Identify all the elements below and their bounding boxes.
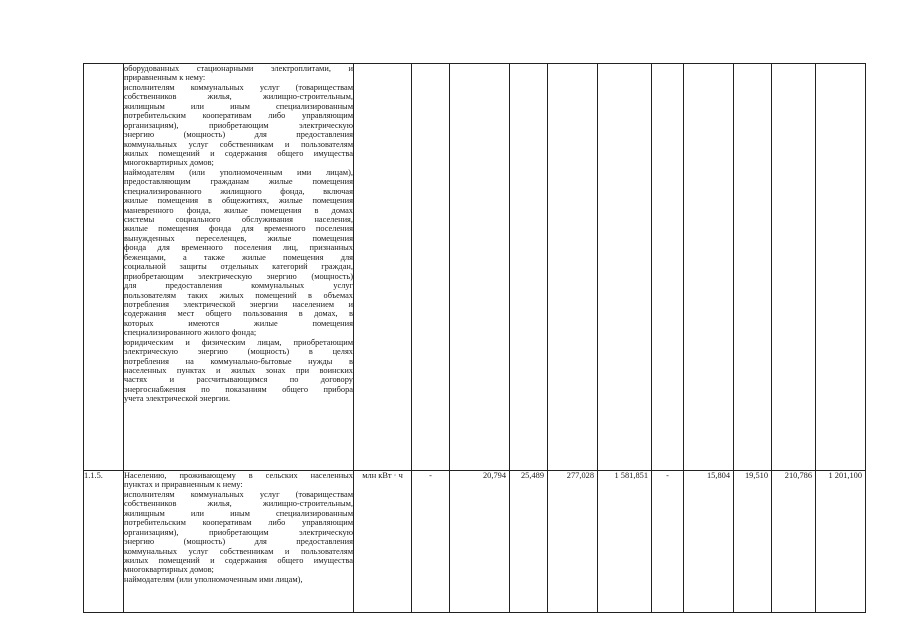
description-line: учета электрической энергии. xyxy=(124,394,231,404)
description-line: организациям), приобретающим электрическую xyxy=(124,120,353,130)
description-line: потребительским кооперативам либо управляющим xyxy=(124,111,353,121)
value-cell xyxy=(772,64,816,471)
row-number: 1.1.5. xyxy=(84,471,124,613)
value-cell xyxy=(734,64,772,471)
description-line: содержания мест общего пользования в домах, в xyxy=(124,309,353,319)
value-cell: 20,794 xyxy=(450,471,510,613)
description-line: оборудованных стационарными электроплитами, и xyxy=(124,64,353,73)
description-line: приобретающим электрическую энергию (мощность) xyxy=(124,271,353,281)
value-cell: - xyxy=(652,471,684,613)
value-cell: 210,786 xyxy=(772,471,816,613)
description-line: беженцами, а также жилые помещения для xyxy=(124,252,353,262)
tariff-table xyxy=(83,63,866,613)
description-line: исполнителям коммунальных услуг (товариществам xyxy=(124,82,353,92)
description-line: энергоснабжения по показаниям общего прибора xyxy=(124,384,353,394)
description-line: частях и рассчитывающимся по договору xyxy=(124,375,353,385)
value-cell xyxy=(598,64,652,471)
description-line: наймодателям (или уполномоченным ими лицам), xyxy=(124,574,303,584)
description-line: потребления электрической энергии населением и xyxy=(124,299,353,309)
description-line: которых имеются жилые помещения xyxy=(124,318,353,328)
description-line: маневренного фонда, жилые помещения в домах xyxy=(124,205,353,215)
description-line: жилищным или иным специализированным xyxy=(124,101,353,111)
value-cell: 19,510 xyxy=(734,471,772,613)
description-line: коммунальных услуг собственникам и пользователям xyxy=(124,139,353,149)
value-cell: - xyxy=(412,471,450,613)
description-line: потребления на коммунально-бытовые нужды в xyxy=(124,356,353,366)
unit-cell xyxy=(354,64,412,471)
value-cell xyxy=(510,64,548,471)
description-line: энергию (мощность) для предоставления xyxy=(124,130,353,140)
value-cell xyxy=(684,64,734,471)
description-line: специализированного жилищного фонда, включая xyxy=(124,186,353,196)
description-line: электрическую энергию (мощность) в целях xyxy=(124,347,353,357)
description-line: населенных пунктах и жилых зонах при воинских xyxy=(124,366,353,375)
description-line: многоквартирных домов; xyxy=(124,158,214,168)
description-line: системы социального обслуживания населения, xyxy=(124,215,353,224)
description-line: вынужденных переселенцев, жилые помещения xyxy=(124,233,353,243)
row-description xyxy=(124,471,354,613)
description-line: жилых помещений и содержания общего имущества xyxy=(124,555,353,565)
description-line: энергию (мощность) для предоставления xyxy=(124,537,353,547)
description-line: Населению, проживающему в сельских населенных xyxy=(124,471,353,480)
description-line: жилых помещений и содержания общего имущества xyxy=(124,148,353,158)
value-cell xyxy=(548,64,598,471)
description-line: предоставляющим гражданам жилые помещения xyxy=(124,177,353,187)
row-number xyxy=(84,64,124,471)
row-description xyxy=(124,64,354,471)
value-cell: 25,489 xyxy=(510,471,548,613)
description-line: пользователям таких жилых помещений в объемах xyxy=(124,290,353,300)
description-line: собственников жилья, жилищно-строительным, xyxy=(124,92,353,102)
value-cell: 1 581,851 xyxy=(598,471,652,613)
value-cell xyxy=(816,64,866,471)
description-line: собственников жилья, жилищно-строительным, xyxy=(124,499,353,509)
value-cell xyxy=(652,64,684,471)
description-line: фонда для временного поселения лиц, признанных xyxy=(124,243,353,253)
description-line: юридическим и физическим лицам, приобретающим xyxy=(124,337,353,347)
description-line: исполнителям коммунальных услуг (товариществам xyxy=(124,489,353,499)
description-line: наймодателям (или уполномоченным ими лицам), xyxy=(124,167,353,177)
value-cell xyxy=(450,64,510,471)
description-line: коммунальных услуг собственникам и пользователям xyxy=(124,546,353,556)
value-cell xyxy=(412,64,450,471)
description-line: приравненным к нему: xyxy=(124,73,206,83)
description-line: для предоставления коммунальных услуг xyxy=(124,281,353,291)
value-cell: 15,804 xyxy=(684,471,734,613)
description-line: жилые помещения в общежитиях, жилые помещения xyxy=(124,196,353,206)
description-line: специализированного жилого фонда; xyxy=(124,328,257,338)
value-cell: 1 201,100 xyxy=(816,471,866,613)
value-cell: 277,028 xyxy=(548,471,598,613)
table-row xyxy=(84,471,866,613)
description-line: организациям), приобретающим электрическую xyxy=(124,527,353,537)
description-line: жилые помещения фонда для временного поселения xyxy=(124,224,353,234)
description-line: социальной защиты отдельных категорий граждан, xyxy=(124,262,353,272)
unit-cell: млн кВт · ч xyxy=(354,471,412,613)
description-line: потребительским кооперативам либо управляющим xyxy=(124,518,353,528)
description-line: многоквартирных домов; xyxy=(124,565,214,575)
description-line: пунктах и приравненным к нему: xyxy=(124,480,243,490)
table-row xyxy=(84,64,866,471)
description-line: жилищным или иным специализированным xyxy=(124,508,353,518)
